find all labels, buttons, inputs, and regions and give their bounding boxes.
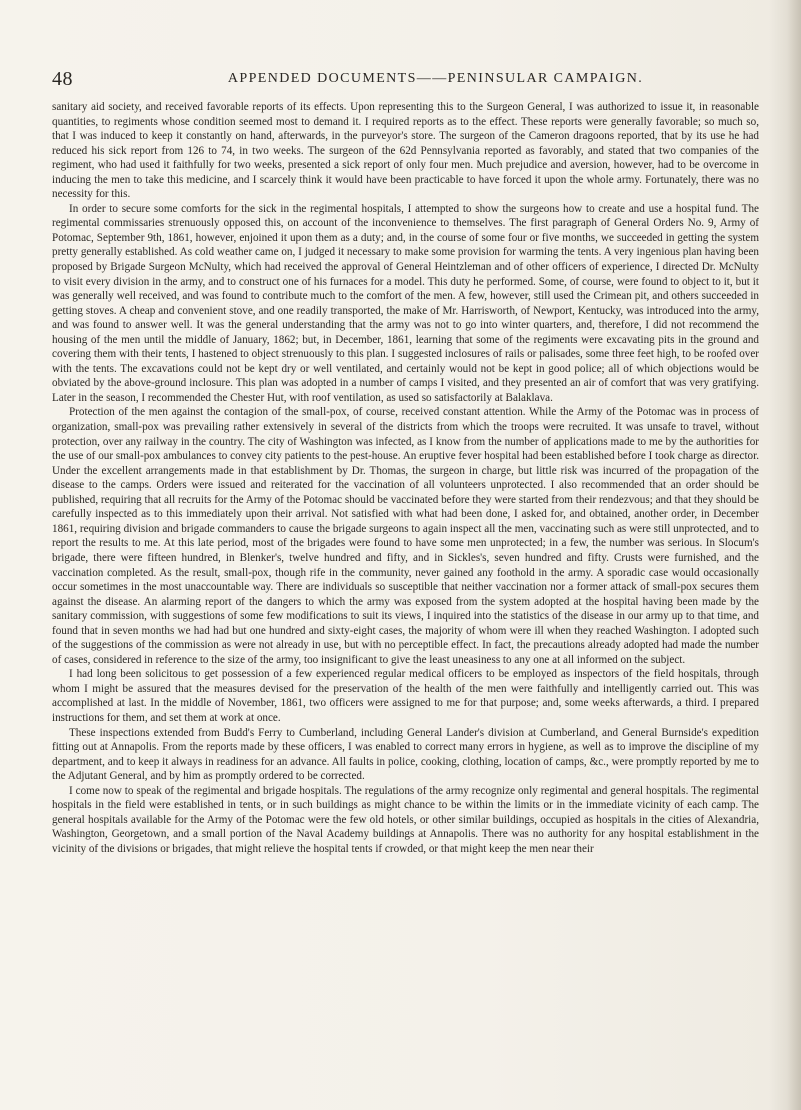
paragraph: Protection of the men against the contagion of the small-pox, of course, received constant attention. While the Army of the Potomac was in process of organization, small-pox was prevailing rather extensively in several of the districts from which the troops were recruited. It was unsafe to travel, without protection, over any railway in the country. The city of Washington was infected, as I know from the number of applications made to me by the authorities for the use of our small-pox ambulances to convey city patients to the pest-house. An eruptive fever hospital had been established before I took charge as director. Under the excellent arrangements made in that establishment by Dr. Thomas, the surgeon in charge, but little risk was incurred of the propagation of the disease to the camps. Orders were issued and reiterated for the vaccination of all volunteers unprotected. I also recommended that an order should be published, requiring that all recruits for the Army of the Potomac should be vaccinated before they were started from their rendezvous; and that they should be carefully inspected as to this immediately upon their arrival. Not satisfied with what had been done, I asked for, and obtained, another order, in December 1861, requiring division and brigade commanders to cause the brigade surgeons to again inspect all the men, vaccinating such as were still unprotected, and to report the results to me. At this late period, most of the brigades were found to have some men unprotected; in a few, the number was serious. In Slocum's brigade, there were fifteen hundred, in Blenker's, twelve hundred and fifty, and in Sickles's, seven hundred and fifty. Crusts were furnished, and the vaccination completed. As the result, small-pox, though rife in the community, never gained any foothold in the army. A sporadic case would occasionally occur sometimes in the most unaccountable way. There are individuals so susceptible that neither vaccination nor a former attack of small-pox secures them against the disease. An alarming report of the dangers to which the army was exposed from the system adopted at the hospital having been made by the sanitary commission, with suggestions of some few modifications to suit its views, I inquired into the statistics of the disease in our army up to that time, and found that in seven months we had had but one hundred and sixty-eight cases, the majority of whom were ill when they reached Washington. I adopted such of the suggestions of the commission as were not already in use, but with no perceptible effect. In fact, the precautions already adopted had made the number of cases, considered in reference to the size of the army, too insignificant to give the least uneasiness to any one at all informed on the subject. [52,406,759,666]
paragraph: I come now to speak of the regimental and brigade hospitals. The regulations of the army recognize only regimental and general hospitals. The regimental hospitals in the field were established in tents, or in such buildings as might chance to be within the limits or in the immediate vicinity of each camp. The general hospitals available for the Army of the Potomac were the few old hotels, or other similar buildings, occupied as hospitals in the cities of Alexandria, Washington, Georgetown, and a small portion of the Naval Academy buildings at Annapolis. There was no authority for any hospital establishment in the vicinity of the divisions or brigades, that might relieve the hospital tents if crowded, or that might keep the men near their [52,784,759,855]
paragraph: In order to secure some comforts for the sick in the regimental hospitals, I attempted to show the surgeons how to create and use a hospital fund. The regimental commissaries strenuously opposed this, on account of the inconvenience to themselves. The first paragraph of General Orders No. 9, Army of Potomac, September 9th, 1861, however, enjoined it upon them as a duty; and, in the course of some four or five months, we succeeded in getting the system pretty generally established. As cold weather came on, I judged it necessary to make some provision for warming the tents. A very ingenious plan having been proposed by Brigade Surgeon McNulty, which had received the approval of General Heintzleman and of other officers of experience, I directed Dr. McNulty to visit every division in the army, and to construct one of his furnaces for a model. This duty he performed. Some, of course, were found to object to it, but it was generally well received, and was found to contribute much to the comfort of the men. A few, however, still used the Crimean pit, and others succeeded in getting stoves. A cheap and convenient stove, and one readily transported, the make of Mr. Harrisworth, of Newport, Kentucky, was introduced into the army, and was found to answer well. It was the general understanding that the army was not to go into winter quarters, and, therefore, I did not recommend the housing of the men until the middle of January, 1862; but, in December, 1861, learning that some of the regiments were excavating pits in the ground and covering them with their tents, I hastened to object strenuously to this plan. I suggested inclosures of rails or palisades, some three feet high, to be roofed over with the tents. The excavations could not be kept dry or well ventilated, and certainly would not be kept in good police; all of which objections would be obviated by the above-ground inclosure. This plan was adopted in a number of camps I visited, and they presented an air of comfort that was very gratifying. Later in the season, I recommended the Chester Hut, with roof ventilation, as used so satisfactorily at Balaklava. [52,202,759,404]
page-edge-shadow [787,0,801,1110]
page-number: 48 [52,68,73,90]
paragraph: sanitary aid society, and received favorable reports of its effects. Upon representing this to the Surgeon General, I was authorized to issue it, in reasonable quantities, to regiments whose condition seemed most to demand it. I required reports as to the effect. These reports were generally favorable; so much so, that I was induced to keep it constantly on hand, afterwards, in the purveyor's store. The surgeon of the Cameron dragoons reported, that by its use he had reduced his sick report from 126 to 74, in two weeks. The surgeon of the 62d Pennsylvania reported as favorably, and stated that two companies of the regiment, who had used it faithfully for two weeks, presented a sick report of only four men. Much prejudice and aversion, however, had to be overcome in inducing the men to take this medicine, and I scarcely think it would have been practicable to have forced it upon the whole army. Fortunately, there was no necessity for this. [52,101,759,201]
paragraph: I had long been solicitous to get possession of a few experienced regular medical officers to be employed as inspectors of the field hospitals, through whom I might be assured that the measures devised for the preservation of the health of the men were faithfully and intelligently carried out. This was accomplished at last. In the middle of November, 1861, two officers were assigned to me for that purpose; and, some weeks afterwards, a third. I prepared instructions for them, and set them at work at once. [52,668,759,724]
paragraph: These inspections extended from Budd's Ferry to Cumberland, including General Lander's division at Cumberland, and General Burnside's expedition fitting out at Annapolis. From the reports made by these officers, I was enabled to correct many errors in hygiene, as well as to improve the discipline of my department, and to keep it always in readiness for an advance. All faults in police, cooking, clothing, location of camps, &c., were promptly reported by me to the Adjutant General, and by him as promptly ordered to be corrected. [52,726,759,783]
running-head: APPENDED DOCUMENTS——PENINSULAR CAMPAIGN. [227,71,644,86]
body-text [52,100,759,856]
page-header [52,68,759,94]
